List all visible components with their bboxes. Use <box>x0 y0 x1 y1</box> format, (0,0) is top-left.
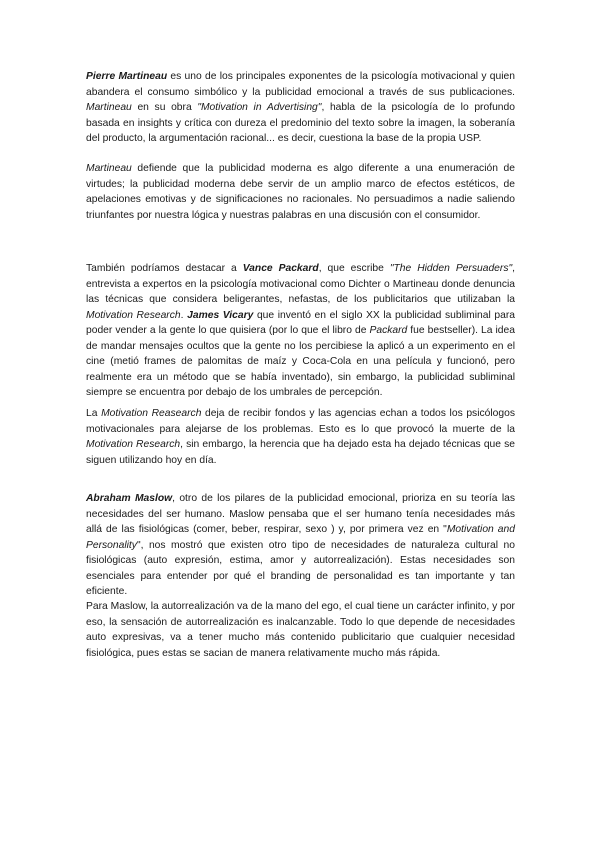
paragraph-martineau-defends <box>86 161 515 223</box>
paragraph-text: , entrevista a expertos en la psicología motivacional como Dichter o Martineau donde denuncia las técnicas que considera beligerantes, nefastas, de los publicitarios que utilizaban la <box>86 263 516 305</box>
paragraph-maslow-intro <box>86 491 515 600</box>
term: Motivation Reasearch <box>101 408 202 419</box>
author-name: Martineau <box>86 102 132 113</box>
author-name: Abraham Maslow <box>86 493 173 504</box>
paragraph-martineau-intro <box>86 69 515 147</box>
author-name: James Vicary <box>187 309 254 321</box>
paragraph-text: , otro de los pilares de la publicidad emocional, prioriza en su teoría las necesidades del ser humano. Maslow pensaba que el ser humano tenía necesidades más allá de las fisiológicas (comer, beber, respirar, sexo ) y, por primera vez en " <box>86 493 515 535</box>
author-name: Martineau <box>86 163 132 174</box>
paragraph-text: . <box>180 309 188 321</box>
paragraph-motivation-research <box>86 406 515 468</box>
paragraph-text: También podríamos destacar a <box>86 263 243 274</box>
paragraph-text: La <box>86 408 102 419</box>
term: Motivation Research <box>86 309 181 321</box>
paragraph-text: que inventó en el siglo XX la publicidad subliminal para poder vender a la gente lo que quisiera (por lo que el libro de <box>86 309 516 336</box>
paragraph-text: , que escribe <box>318 263 390 274</box>
paragraph-text: es uno de los principales exponentes de la psicología motivacional y quien abandera el consumo simbólico y la publicidad emocional a través de sus publicaciones. <box>86 71 515 98</box>
paragraph-text: en su obra <box>131 102 198 113</box>
paragraph-packard-intro <box>86 261 515 401</box>
paragraph-text: fue bestseller). La idea de mandar mensajes ocultos que la gente no los percibiese la aplicó a un experimento en el cine (metió frames de palomitas de maíz y Coca-Cola en una película y funcionó, pero realmente era un método que se había inventado), sin embargo, la publicidad subliminal siempre se encuentra por debajo de los umbrales de percepción. <box>86 325 515 398</box>
author-name: Packard <box>369 325 408 336</box>
paragraph-text: deja de recibir fondos y las agencias echan a todos los psicólogos motivacionales para alejarse de los problemas. Esto es lo que provocó la muerte de la <box>86 408 515 435</box>
paragraph-text: , habla de la psicología de lo profundo basada en insights y crítica con dureza el predominio del texto sobre la imagen, la soberanía del producto, la argumentación racional... es decir, cuestiona la base de la propia USP. <box>86 102 515 144</box>
book-title: "The Hidden Persuaders" <box>389 263 513 274</box>
paragraph-maslow-self-realization <box>86 599 515 661</box>
paragraph-text: ", nos mostró que existen otro tipo de necesidades de naturaleza cultural no fisiológicas (auto expresión, estima, amor y autorrealización). Estas necesidades son esenciales para entender por qué el branding de personalidad es tan importante y tan eficiente. <box>86 539 515 597</box>
author-name: Vance Packard <box>242 263 319 274</box>
paragraph-text: , sin embargo, la herencia que ha dejado esta ha dejado técnicas que se siguen utilizando hoy en día. <box>86 439 515 466</box>
book-title: Motivation and Personality <box>86 524 515 551</box>
book-title: "Motivation in Advertising" <box>197 102 322 113</box>
paragraph-text: defiende que la publicidad moderna es algo diferente a una enumeración de virtudes; la publicidad moderna debe servir de un amplio marco de efectos estéticos, de apelaciones emotivas y de significaciones no racionales. No persuadimos a nadie saliendo triunfantes por nuestra lógica y nuestras palabras en una discusión con el consumidor. <box>86 163 515 221</box>
term: Motivation Research <box>86 439 181 450</box>
paragraph-text: Para Maslow, la autorrealización va de la mano del ego, el cual tiene un carácter infinito, y por eso, la sensación de autorrealización es inalcanzable. Todo lo que depende de necesidades auto expresivas, va a tener mucho más contenido publicitario que cualquier necesidad fisiológica, pues estas se sacian de manera relativamente mucho más rápida. <box>86 601 515 659</box>
author-name: Pierre Martineau <box>86 71 168 82</box>
